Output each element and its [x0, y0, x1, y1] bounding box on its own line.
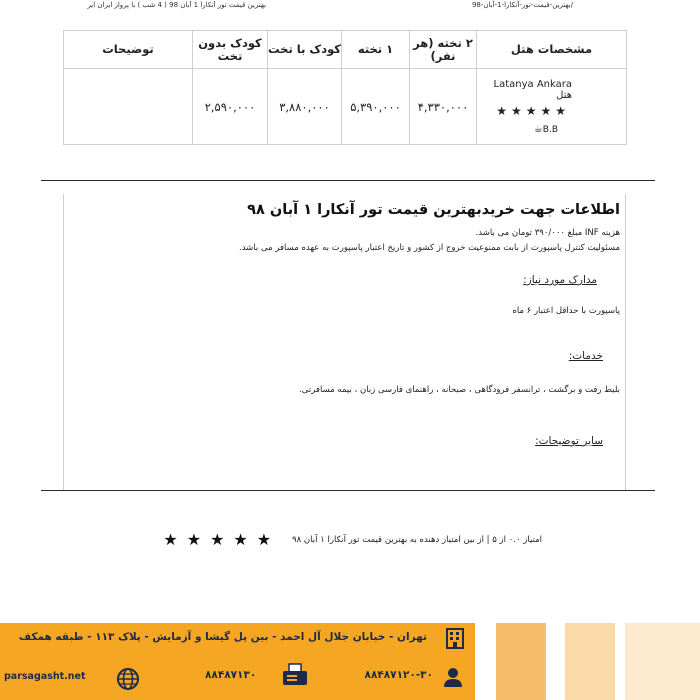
board-type: B.B — [542, 124, 558, 135]
hotel-cell — [477, 69, 627, 145]
header-double: ۲ تخته (هر نفر) — [410, 31, 477, 69]
rating-text: امتیاز ۰.۰ از ۵ | از بین امتیاز دهنده به بهترین قیمت تور آنکارا ۱ آبان ۹۸ — [292, 534, 542, 545]
footer-swatch-3 — [625, 623, 700, 700]
price-child-nobed: ۲,۵۹۰,۰۰۰ — [193, 69, 268, 145]
footer-phone[interactable]: ۸۸۴۸۷۱۲۰-۳۰ — [364, 669, 433, 681]
footer-swatch-1 — [496, 623, 546, 700]
table-row — [64, 69, 627, 145]
header-hotel: مشخصات هتل — [477, 31, 627, 69]
header-single: ۱ تخته — [342, 31, 410, 69]
print-url: /بهترین-قیمت-تور-آنکارا-1-آبان-98 — [471, 1, 573, 9]
footer-swatch-2 — [565, 623, 615, 700]
divider-bottom — [41, 490, 655, 491]
notes-cell — [64, 69, 193, 145]
header-child-nobed: کودک بدون تخت — [193, 31, 268, 69]
fax-icon — [282, 663, 308, 687]
services-title: خدمات: — [568, 350, 603, 362]
footer-fax[interactable]: ۸۸۴۸۷۱۳۰ — [205, 669, 257, 681]
globe-icon — [116, 667, 140, 691]
table-header-row — [64, 31, 627, 69]
rating-stars[interactable]: ★★★★★ — [163, 530, 281, 549]
info-passport-note: مسئولیت کنترل پاسپورت از بابت ممنوعیت خروج از کشور و تاریخ اعتبار پاسپورت به عهده مسافر می باشد. — [239, 243, 620, 253]
info-inf-cost: هزینه INF مبلغ ۳۹۰/۰۰۰ تومان می باشد. — [475, 228, 620, 238]
header-child-bed: کودک با تخت — [268, 31, 342, 69]
info-title: اطلاعات جهت خریدبهترین قیمت تور آنکارا ۱ آبان ۹۸ — [247, 202, 620, 218]
hotel-stars: ★★★★★ — [496, 103, 570, 118]
price-table — [63, 30, 627, 145]
price-double: ۴,۳۳۰,۰۰۰ — [410, 69, 477, 145]
header-notes: توضیحات — [64, 31, 193, 69]
footer-contact-bar — [0, 623, 475, 700]
coffee-cup-icon: ☕ — [533, 123, 543, 135]
other-notes-title: سایر توضیحات: — [535, 435, 603, 447]
footer-website-link[interactable]: parsagasht.net — [4, 671, 86, 682]
price-child-bed: ۳,۸۸۰,۰۰۰ — [268, 69, 342, 145]
print-header — [0, 0, 700, 12]
docs-body: پاسپورت با حداقل اعتبار ۶ ماه — [512, 306, 620, 316]
services-body: بلیط رفت و برگشت ، ترانسفر فرودگاهی ، صبحانه ، راهنمای فارسی زبان ، بیمه مسافرتی. — [299, 385, 620, 395]
info-section — [63, 194, 626, 490]
contact-phone-icon — [443, 666, 463, 688]
divider-top — [41, 180, 655, 181]
hotel-name: Latanya Ankara هتل — [493, 78, 572, 101]
footer-address: تهران - خیابان جلال آل احمد - بین پل گیشا و آزمایش - پلاک ۱۱۳ - طبقه همکف — [18, 631, 427, 643]
building-icon — [445, 627, 465, 649]
print-title: بهترین قیمت تور آنکارا 1 آبان 98 ( 4 شب ) با پرواز ایران ایر — [87, 1, 266, 9]
price-single: ۵,۳۹۰,۰۰۰ — [342, 69, 410, 145]
board-info — [477, 124, 572, 135]
rating-bar — [163, 530, 542, 549]
docs-title: مدارک مورد نیاز: — [523, 274, 597, 286]
